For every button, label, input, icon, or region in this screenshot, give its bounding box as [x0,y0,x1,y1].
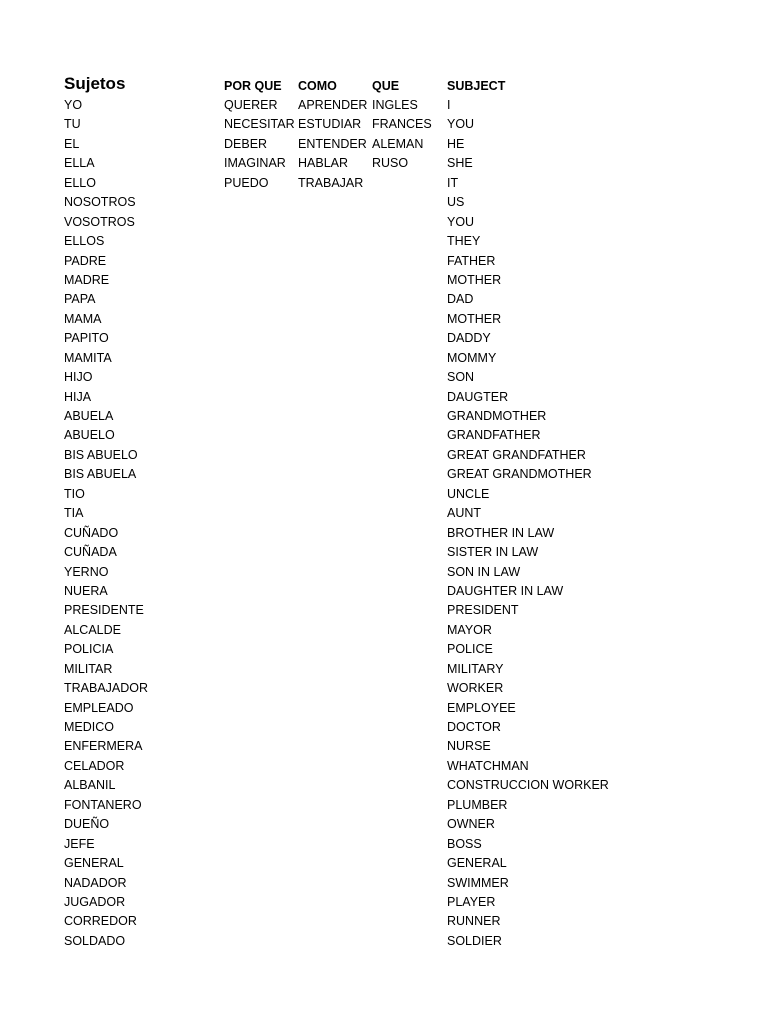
como-item: HABLAR [298,156,349,171]
que-item: RUSO [372,156,409,171]
subject-item: MOTHER [447,311,502,326]
sujeto-item: CUÑADO [64,525,119,540]
column-header-como: COMO [298,79,337,93]
subject-item: SON IN LAW [447,564,521,579]
subject-item: GRANDMOTHER [447,409,547,423]
subject-item: GENERAL [447,856,507,871]
subject-item: RUNNER [447,914,501,929]
sujeto-item: POLICIA [64,642,114,657]
subject-item: DAD [447,292,474,307]
como-item: ENTENDER [298,136,367,151]
como-item: TRABAJAR [298,175,364,190]
sujeto-item: TIA [64,506,84,521]
list-por-que [224,96,295,193]
sujeto-item: CORREDOR [64,914,137,929]
subject-item: AUNT [447,506,482,521]
sujeto-item: BIS ABUELO [64,447,138,462]
subject-item: BOSS [447,836,482,851]
subject-item: DAUGTER [447,389,509,404]
sujeto-item: PAPA [64,292,96,307]
sujeto-item: JEFE [64,836,95,851]
subject-item: WHATCHMAN [447,758,529,773]
sujeto-item: ELLO [64,175,96,190]
subject-item: CONSTRUCCION WORKER [447,778,609,793]
subject-item: SHE [447,156,473,171]
por-que-item: NECESITAR [224,117,295,132]
subject-item: SOLDIER [447,933,502,948]
subject-item: PLAYER [447,894,496,909]
sujeto-item: YERNO [64,564,109,579]
subject-item: YOU [447,214,475,229]
subject-item: WORKER [447,681,504,696]
sujeto-item: JUGADOR [64,894,126,909]
sujeto-item: PAPITO [64,331,109,346]
sujeto-item: MAMA [64,311,102,326]
column-header-sujetos: Sujetos [64,74,126,93]
sujeto-item: NOSOTROS [64,195,136,210]
sujeto-item: CUÑADA [64,545,117,560]
sujeto-item: EMPLEADO [64,700,134,715]
subject-item: DOCTOR [447,720,501,734]
por-que-item: IMAGINAR [224,156,286,171]
subject-item: I [447,98,451,112]
subject-item: OWNER [447,817,495,832]
como-item: ESTUDIAR [298,117,362,132]
subject-item: MILITARY [447,661,504,676]
como-item: APRENDER [298,98,368,112]
subject-item: YOU [447,117,475,132]
subject-item: PLUMBER [447,797,508,812]
sujeto-item: VOSOTROS [64,214,135,229]
subject-item: MAYOR [447,622,492,637]
sujeto-item: FONTANERO [64,797,142,812]
sujeto-item: ELLA [64,156,95,171]
list-que [372,96,432,174]
subject-item: GREAT GRANDFATHER [447,447,586,462]
sujeto-item: MAMITA [64,350,112,365]
subject-item: SWIMMER [447,875,509,890]
column-header-por-que: POR QUE [224,79,282,93]
subject-item: US [447,195,465,210]
subject-item: POLICE [447,642,493,657]
por-que-item: PUEDO [224,175,269,190]
sujeto-item: ABUELO [64,428,115,443]
sujeto-item: ENFERMERA [64,739,143,754]
subject-item: FATHER [447,253,496,268]
sujeto-item: MILITAR [64,661,113,676]
subject-item: THEY [447,234,481,249]
que-item: INGLES [372,98,418,112]
list-como [298,96,367,193]
sujeto-item: HIJO [64,370,93,385]
sujeto-item: PADRE [64,253,107,268]
sujeto-item: PRESIDENTE [64,603,144,618]
sujeto-item: EL [64,136,80,151]
que-item: ALEMAN [372,136,424,151]
sujeto-item: TIO [64,486,85,501]
sujeto-item: TRABAJADOR [64,681,149,696]
subject-item: UNCLE [447,486,490,501]
column-header-subject: SUBJECT [447,79,506,93]
subject-item: SISTER IN LAW [447,545,539,560]
subject-item: MOTHER [447,272,502,287]
sujeto-item: ELLOS [64,234,105,249]
que-item: FRANCES [372,117,432,132]
subject-item: GRANDFATHER [447,428,541,443]
sujeto-item: NADADOR [64,875,127,890]
sujeto-item: MEDICO [64,720,114,734]
subject-item: NURSE [447,739,491,754]
list-sujetos [64,96,148,951]
sujeto-item: ALCALDE [64,622,121,637]
sujeto-item: MADRE [64,272,110,287]
column-header-que: QUE [372,79,400,93]
por-que-item: QUERER [224,98,278,112]
por-que-item: DEBER [224,136,268,151]
sujeto-item: BIS ABUELA [64,467,137,482]
sujeto-item: YO [64,98,83,112]
sujeto-item: TU [64,117,81,132]
subject-item: BROTHER IN LAW [447,525,555,540]
sujeto-item: ALBANIL [64,778,116,793]
list-subject [447,96,609,951]
subject-item: DAUGHTER IN LAW [447,583,564,598]
sujeto-item: ABUELA [64,409,114,423]
sujeto-item: CELADOR [64,758,125,773]
sujeto-item: DUEÑO [64,817,110,832]
subject-item: MOMMY [447,350,497,365]
subject-item: IT [447,175,459,190]
subject-item: GREAT GRANDMOTHER [447,467,592,482]
sujeto-item: GENERAL [64,856,124,871]
sujeto-item: HIJA [64,389,92,404]
subject-item: EMPLOYEE [447,700,516,715]
sujeto-item: NUERA [64,583,108,598]
subject-item: SON [447,370,475,385]
subject-item: DADDY [447,331,491,346]
subject-item: PRESIDENT [447,603,519,618]
subject-item: HE [447,136,465,151]
sujeto-item: SOLDADO [64,933,126,948]
